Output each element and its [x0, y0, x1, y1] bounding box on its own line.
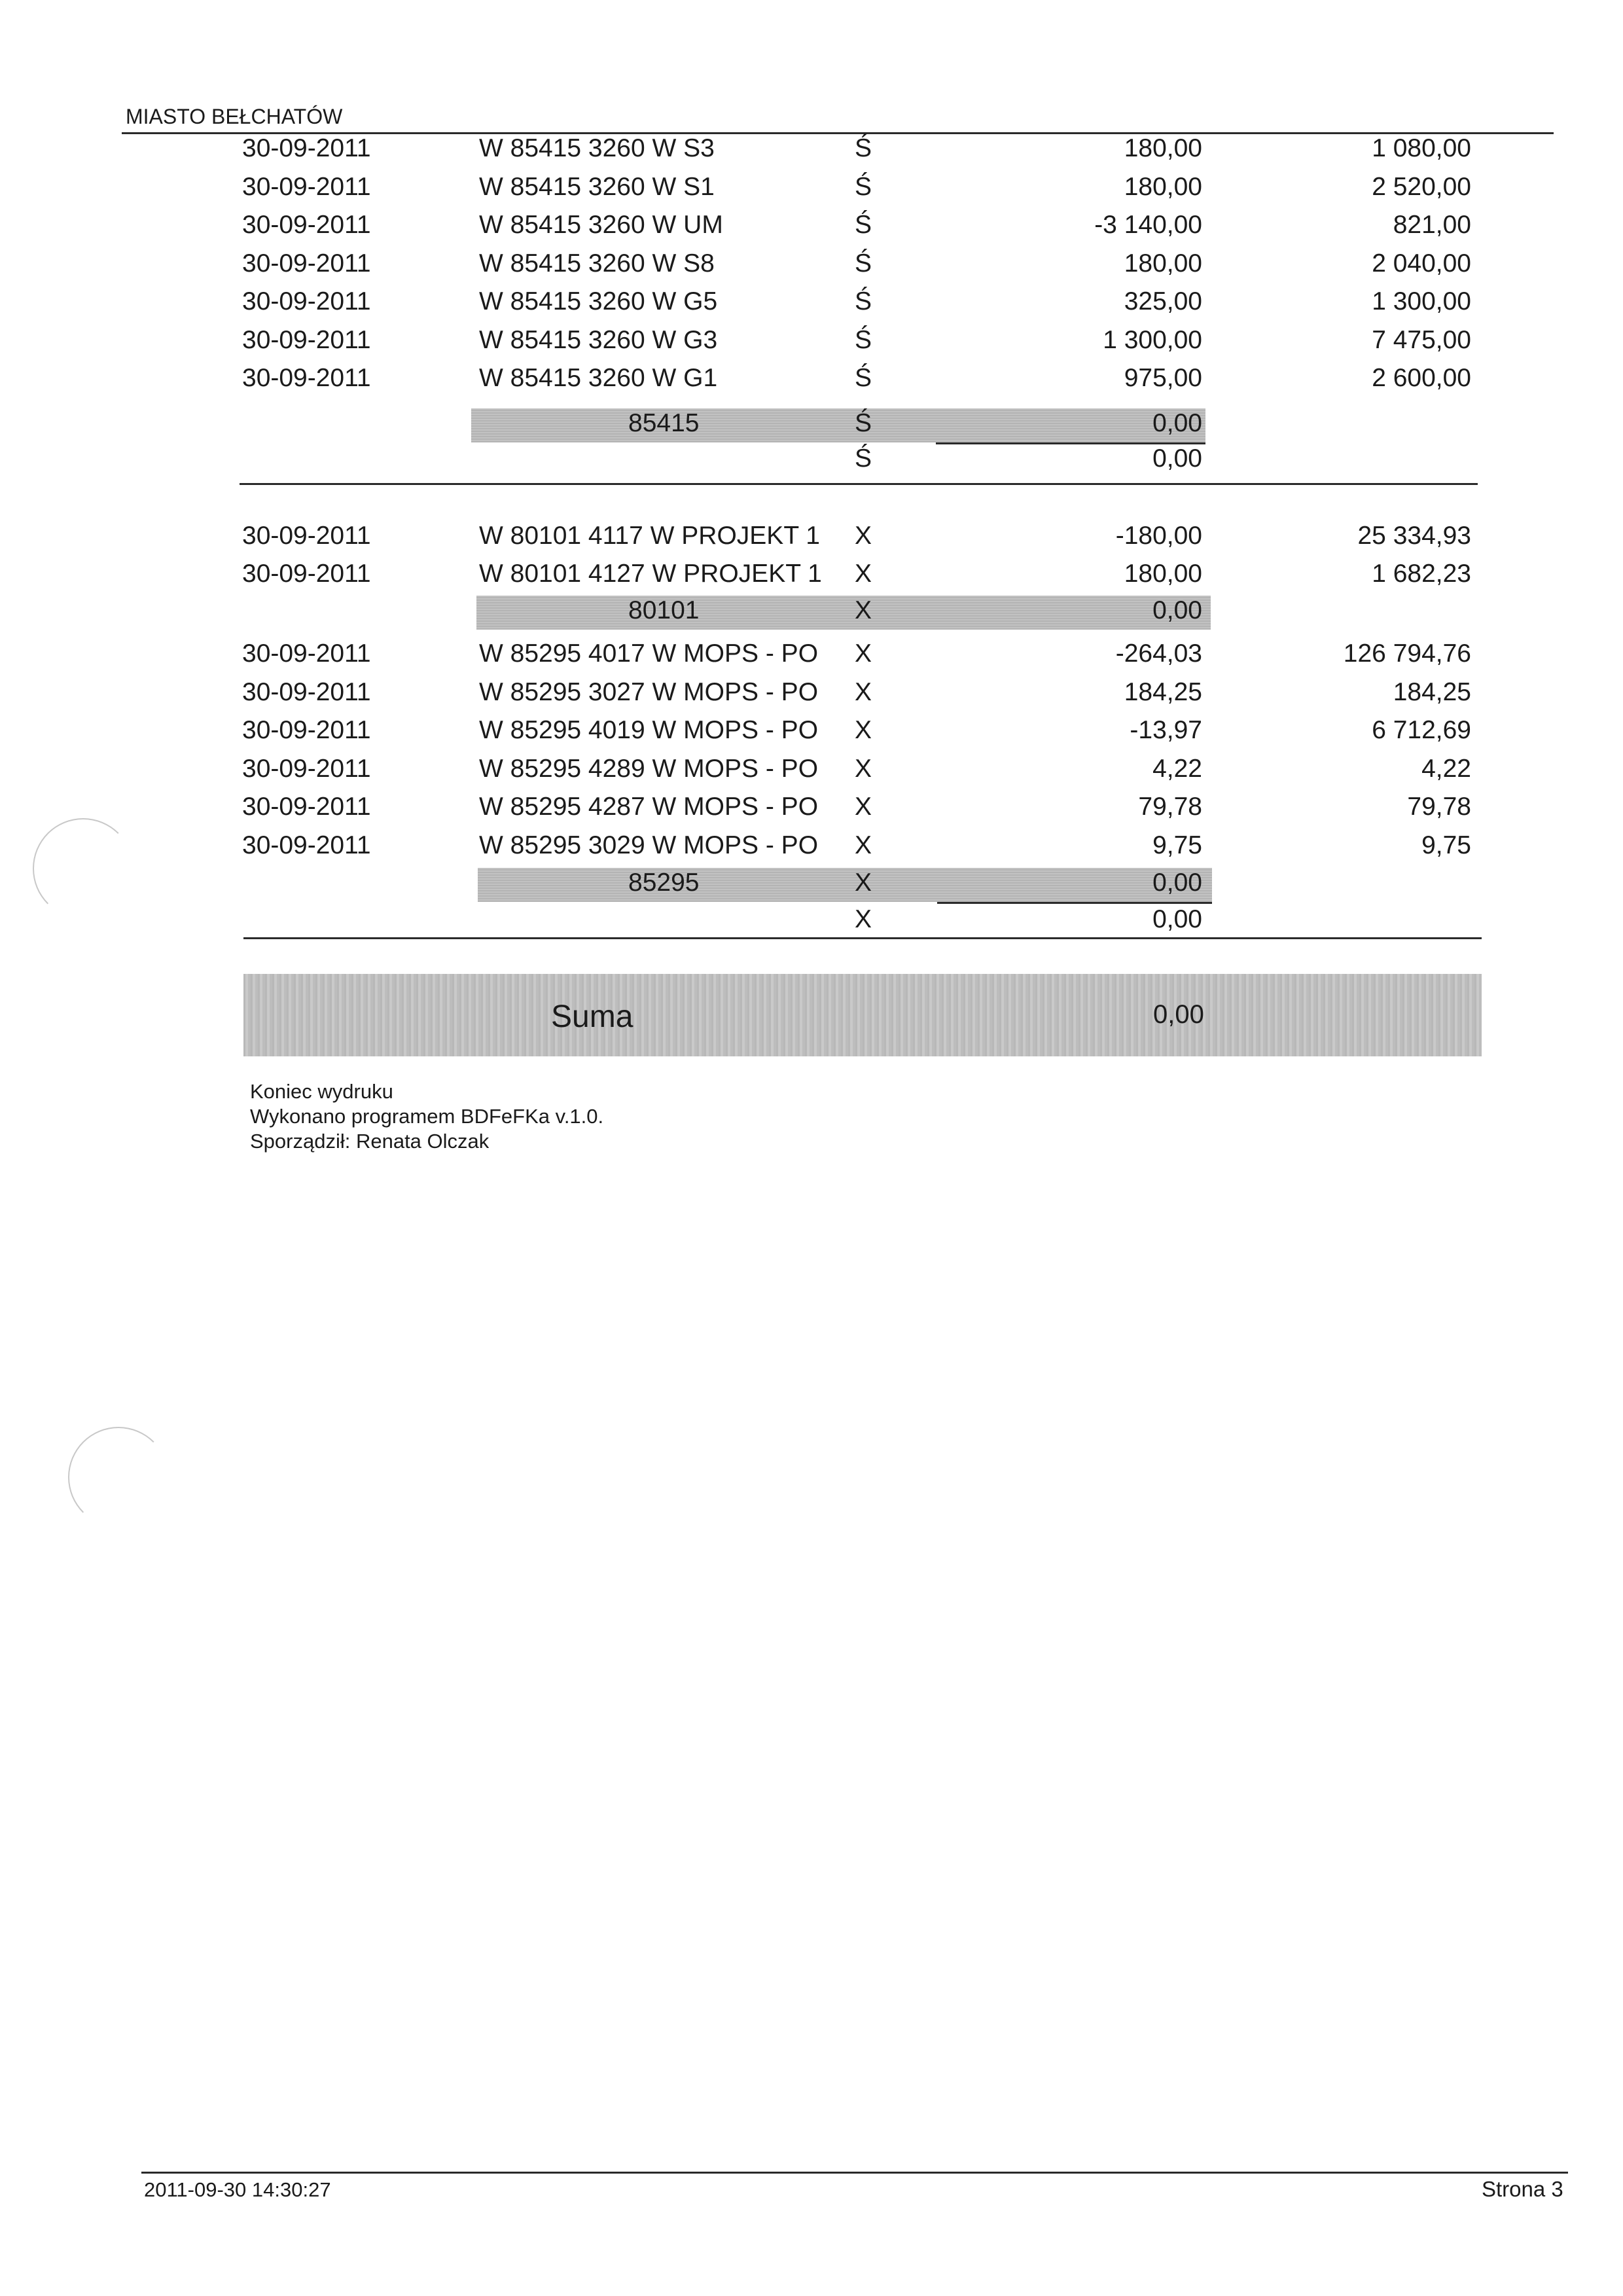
table-row	[0, 673, 1623, 711]
summary-label: Suma	[551, 999, 633, 1034]
row-code: Ś	[855, 364, 872, 392]
row-amount: 180,00	[1124, 249, 1202, 278]
row-date: 30-09-2011	[242, 754, 371, 783]
row-amount: 180,00	[1124, 172, 1202, 201]
row-code: Ś	[855, 134, 872, 162]
row-code: Ś	[855, 249, 872, 278]
row-balance: 821,00	[1393, 211, 1471, 239]
row-account: W 85295 4019 W MOPS - PO	[479, 716, 819, 744]
total-row	[0, 440, 1623, 478]
total-code: X	[855, 905, 872, 933]
subtotal-row	[0, 404, 1623, 442]
row-code: X	[855, 716, 872, 744]
table-row	[0, 321, 1623, 359]
subtotal-code: X	[855, 596, 872, 624]
row-code: Ś	[855, 325, 872, 354]
table-row	[0, 788, 1623, 826]
row-date: 30-09-2011	[242, 677, 371, 706]
row-amount: -264,03	[1115, 639, 1202, 668]
summary-band	[243, 974, 1482, 1056]
punch-hole-mark	[68, 1427, 169, 1528]
row-code: X	[855, 793, 872, 821]
row-amount: 180,00	[1124, 134, 1202, 162]
row-date: 30-09-2011	[242, 249, 371, 278]
row-balance: 1 300,00	[1372, 287, 1471, 315]
punch-hole-mark	[33, 818, 134, 919]
row-code: X	[855, 754, 872, 783]
row-account: W 85415 3260 W S1	[479, 172, 715, 201]
table-row	[0, 283, 1623, 321]
row-balance: 184,25	[1393, 677, 1471, 706]
row-code: X	[855, 522, 872, 550]
row-balance: 25 334,93	[1357, 522, 1471, 550]
table-row	[0, 555, 1623, 593]
total-amount: 0,00	[1152, 444, 1202, 473]
end-of-print-note: Koniec wydruku	[250, 1080, 393, 1103]
table-row	[0, 168, 1623, 206]
row-amount: -180,00	[1115, 522, 1202, 550]
row-code: X	[855, 831, 872, 859]
subtotal-shading	[471, 408, 1205, 442]
row-amount: 4,22	[1152, 754, 1202, 783]
summary-value: 0,00	[1153, 1000, 1204, 1029]
row-balance: 2 600,00	[1372, 364, 1471, 392]
row-code: X	[855, 677, 872, 706]
row-amount: 1 300,00	[1103, 325, 1202, 354]
row-balance: 2 040,00	[1372, 249, 1471, 278]
row-account: W 85415 3260 W G5	[479, 287, 718, 315]
subtotal-label: 80101	[628, 596, 700, 624]
row-amount: 180,00	[1124, 560, 1202, 588]
row-date: 30-09-2011	[242, 716, 371, 744]
table-row	[0, 827, 1623, 865]
row-date: 30-09-2011	[242, 211, 371, 239]
row-account: W 85295 3029 W MOPS - PO	[479, 831, 819, 859]
row-account: W 85415 3260 W G3	[479, 325, 718, 354]
row-account: W 85295 4017 W MOPS - PO	[479, 639, 819, 668]
row-code: Ś	[855, 287, 872, 315]
row-code: X	[855, 560, 872, 588]
subtotal-amount: 0,00	[1152, 596, 1202, 624]
row-balance: 6 712,69	[1372, 716, 1471, 744]
row-code: Ś	[855, 211, 872, 239]
footer-rule	[141, 2172, 1568, 2174]
row-date: 30-09-2011	[242, 639, 371, 668]
subtotal-code: Ś	[855, 409, 872, 437]
row-account: W 85415 3260 W S3	[479, 134, 715, 162]
row-amount: -13,97	[1130, 716, 1202, 744]
table-row	[0, 245, 1623, 283]
row-date: 30-09-2011	[242, 287, 371, 315]
row-account: W 85415 3260 W S8	[479, 249, 715, 278]
table-row	[0, 517, 1623, 555]
row-amount: 79,78	[1138, 793, 1202, 821]
row-balance: 9,75	[1421, 831, 1471, 859]
row-date: 30-09-2011	[242, 831, 371, 859]
subtotal-label: 85415	[628, 409, 700, 437]
table-row	[0, 750, 1623, 788]
row-amount: 184,25	[1124, 677, 1202, 706]
table-row	[0, 130, 1623, 168]
row-account: W 85415 3260 W UM	[479, 211, 723, 239]
row-date: 30-09-2011	[242, 134, 371, 162]
row-balance: 1 682,23	[1372, 560, 1471, 588]
row-amount: 9,75	[1152, 831, 1202, 859]
total-amount: 0,00	[1152, 905, 1202, 933]
row-amount: 975,00	[1124, 364, 1202, 392]
row-date: 30-09-2011	[242, 172, 371, 201]
subtotal-label: 85295	[628, 869, 700, 897]
subtotal-shading	[478, 868, 1212, 902]
row-balance: 126 794,76	[1343, 639, 1471, 668]
table-row	[0, 635, 1623, 673]
row-date: 30-09-2011	[242, 325, 371, 354]
row-balance: 79,78	[1407, 793, 1471, 821]
subtotal-code: X	[855, 869, 872, 897]
prepared-by-note: Sporządził: Renata Olczak	[250, 1130, 490, 1153]
print-datetime: 2011-09-30 14:30:27	[144, 2178, 331, 2201]
row-date: 30-09-2011	[242, 793, 371, 821]
row-date: 30-09-2011	[242, 560, 371, 588]
subtotal-amount: 0,00	[1152, 409, 1202, 437]
row-code: X	[855, 639, 872, 668]
subtotal-row	[0, 592, 1623, 630]
table-row	[0, 359, 1623, 397]
row-code: Ś	[855, 172, 872, 201]
row-account: W 85295 4289 W MOPS - PO	[479, 754, 819, 783]
program-note: Wykonano programem BDFeFKa v.1.0.	[250, 1105, 604, 1128]
row-balance: 7 475,00	[1372, 325, 1471, 354]
row-balance: 4,22	[1421, 754, 1471, 783]
total-code: Ś	[855, 444, 872, 473]
row-account: W 80101 4117 W PROJEKT 1	[479, 522, 820, 550]
subtotal-amount: 0,00	[1152, 869, 1202, 897]
row-account: W 85415 3260 W G1	[479, 364, 718, 392]
row-amount: -3 140,00	[1094, 211, 1202, 239]
report-title: MIASTO BEŁCHATÓW	[126, 105, 343, 128]
page-number: Strona 3	[1482, 2177, 1563, 2201]
subtotal-shading	[476, 596, 1211, 630]
row-date: 30-09-2011	[242, 522, 371, 550]
row-balance: 2 520,00	[1372, 172, 1471, 201]
row-amount: 325,00	[1124, 287, 1202, 315]
subtotal-row	[0, 864, 1623, 902]
total-row	[0, 901, 1623, 939]
section-separator	[243, 937, 1482, 939]
table-row	[0, 206, 1623, 244]
row-account: W 85295 4287 W MOPS - PO	[479, 793, 819, 821]
row-account: W 85295 3027 W MOPS - PO	[479, 677, 819, 706]
section-separator	[240, 483, 1478, 485]
row-date: 30-09-2011	[242, 364, 371, 392]
table-row	[0, 711, 1623, 749]
row-balance: 1 080,00	[1372, 134, 1471, 162]
row-account: W 80101 4127 W PROJEKT 1	[479, 560, 822, 588]
